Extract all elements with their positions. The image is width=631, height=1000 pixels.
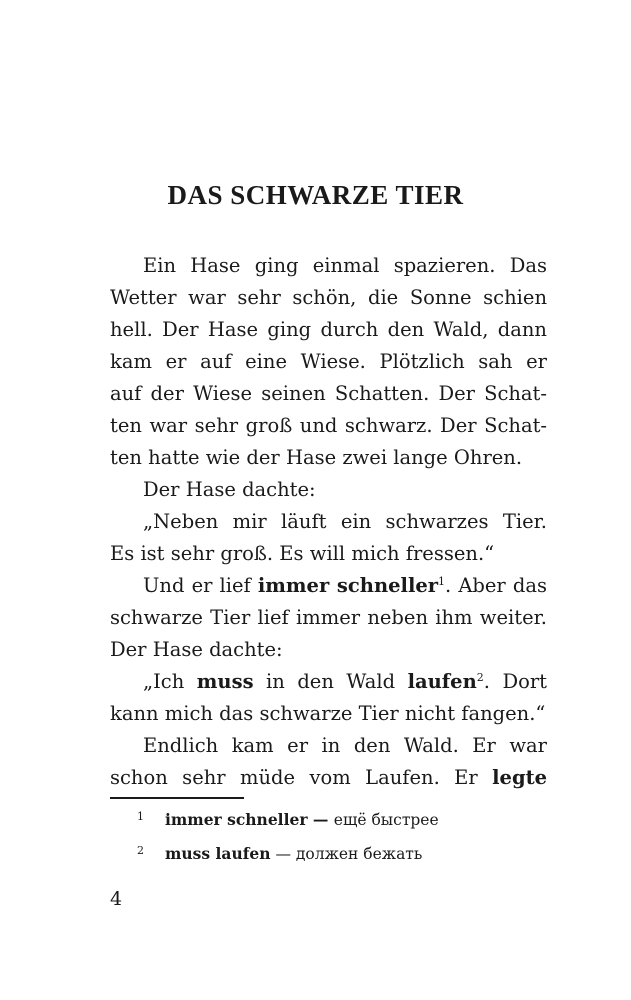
footnote-ref[interactable]: 2 bbox=[476, 671, 484, 684]
vocab-term: laufen bbox=[407, 670, 477, 693]
text-line: kann mich das schwarze Tier nicht fangen.“ bbox=[110, 702, 546, 725]
text-line: Der Hase dachte: bbox=[143, 478, 316, 501]
text-line: schwarze Tier lief immer neben ihm weiter. bbox=[110, 606, 547, 629]
text-line: ten hatte wie der Hase zwei lange Ohren. bbox=[110, 446, 523, 469]
text-run: schon sehr müde vom Laufen. Er bbox=[110, 766, 493, 789]
text-line: ten war sehr groß und schwarz. Der Schat- bbox=[110, 414, 547, 437]
text-line: „Neben mir läuft ein schwarzes Tier. bbox=[143, 510, 547, 533]
story-text bbox=[110, 250, 547, 794]
footnote-separator: — bbox=[270, 845, 296, 863]
footnote-separator: — bbox=[307, 810, 334, 829]
footnote-divider bbox=[110, 797, 244, 799]
text-line: Wetter war sehr schön, die Sonne schien bbox=[110, 286, 547, 309]
chapter-title: DAS SCHWARZE TIER bbox=[167, 180, 464, 210]
page-number: 4 bbox=[110, 888, 123, 910]
footnote-term: muss laufen bbox=[165, 844, 271, 863]
text-line bbox=[110, 762, 547, 794]
vocab-term: legte bbox=[492, 766, 547, 789]
vocab-term: immer schneller bbox=[257, 574, 439, 597]
text-line: Ein Hase ging einmal spazieren. Das bbox=[143, 254, 547, 277]
text-line: hell. Der Hase ging durch den Wald, dann bbox=[110, 318, 547, 341]
footnote-gloss: должен бежать bbox=[295, 845, 423, 863]
text-run: „Ich bbox=[143, 670, 197, 693]
text-line: Endlich kam er in den Wald. Er war bbox=[143, 734, 547, 757]
footnote-number: 1 bbox=[137, 810, 144, 823]
text-line: Es ist sehr groß. Es will mich fressen.“ bbox=[110, 542, 495, 565]
text-run: . Dort bbox=[483, 670, 547, 693]
text-line bbox=[110, 570, 547, 602]
text-run: . Aber das bbox=[445, 574, 547, 597]
footnote-term: immer schneller bbox=[165, 810, 308, 829]
text-line: kam er auf eine Wiese. Plötzlich sah er bbox=[110, 350, 547, 373]
text-line: auf der Wiese seinen Schatten. Der Schat- bbox=[110, 382, 547, 405]
vocab-term: muss bbox=[196, 670, 254, 693]
footnote-ref[interactable]: 1 bbox=[438, 575, 446, 588]
footnote-text bbox=[165, 844, 422, 864]
text-line: Der Hase dachte: bbox=[110, 638, 283, 661]
footnote-text bbox=[165, 810, 439, 830]
footnote-gloss: ещё быстрее bbox=[333, 811, 439, 829]
text-run: Und er lief bbox=[143, 574, 258, 597]
footnote-number: 2 bbox=[137, 844, 144, 857]
text-line bbox=[110, 666, 547, 698]
text-run: in den Wald bbox=[253, 670, 408, 693]
